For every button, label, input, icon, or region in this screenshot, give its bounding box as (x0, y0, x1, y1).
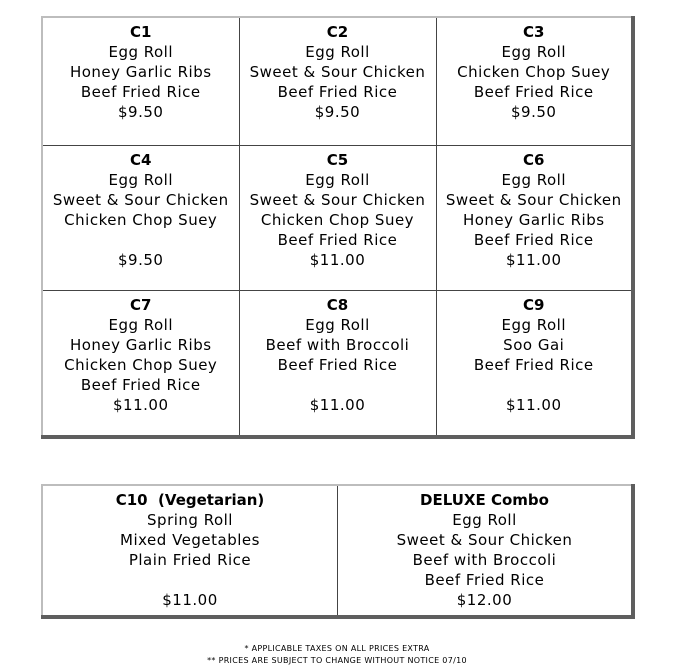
spacer (45, 230, 237, 250)
combo-item: Beef Fried Rice (277, 83, 398, 101)
combo-price: $9.50 (511, 103, 557, 121)
combo-row (42, 485, 633, 617)
combo-item: Egg Roll (501, 316, 567, 335)
combo-cell-c9 (436, 291, 633, 437)
spacer (439, 375, 630, 395)
combo-title: C7 (130, 296, 152, 315)
combo-item: Egg Roll (501, 170, 567, 189)
combo-cell-c8 (239, 291, 436, 437)
combo-item: Beef Fried Rice (473, 230, 594, 249)
combo-item: Egg Roll (452, 511, 517, 529)
combo-item: Chicken Chop Suey (260, 210, 415, 229)
combo-cell-c7 (42, 291, 239, 437)
combo-price: $11.00 (113, 396, 169, 415)
combo-title: C9 (523, 296, 545, 315)
combo-item: Beef Fried Rice (277, 356, 398, 375)
combo-item: Beef with Broccoli (265, 336, 410, 355)
combo-price: $12.00 (456, 591, 513, 609)
combo-cell-c2 (239, 17, 436, 145)
combo-row (42, 145, 633, 290)
combo-item: Honey Garlic Ribs (462, 210, 605, 229)
combo-title: DELUXE Combo (420, 491, 549, 509)
combo-item: Beef Fried Rice (473, 83, 594, 101)
combo-item: Egg Roll (305, 170, 370, 189)
combo-price: $9.50 (314, 103, 361, 121)
combo-item: Mixed Vegetables (120, 531, 260, 549)
combo-price: $11.00 (309, 250, 366, 269)
combo-item: Sweet & Sour Chicken (249, 190, 426, 209)
combo-item: Egg Roll (108, 316, 174, 335)
combo-cell-c6 (436, 145, 633, 290)
combo-item: Egg Roll (108, 170, 174, 189)
combo-menu-grid (41, 16, 635, 439)
combo-item: Honey Garlic Ribs (69, 63, 212, 81)
combo-item: Sweet & Sour Chicken (445, 190, 622, 209)
combo-title: C8 (326, 296, 349, 315)
combo-item: Chicken Chop Suey (457, 63, 611, 81)
combo-title: C1 (130, 23, 152, 41)
combo-price: $11.00 (506, 396, 562, 415)
combo-row (42, 291, 633, 437)
combo-item: Sweet & Sour Chicken (52, 190, 229, 209)
price-change-note: ** PRICES ARE SUBJECT TO CHANGE WITHOUT NOTICE 07/10 (207, 656, 467, 665)
combo-cell-deluxe (338, 485, 634, 617)
combo-cell-c4 (42, 145, 239, 290)
combo-title: C2 (326, 23, 349, 41)
combo-cell-c3 (436, 17, 633, 145)
combo-item: Egg Roll (305, 316, 370, 335)
combo-cell-c10-vegetarian (42, 485, 338, 617)
combo-cell-c1 (42, 17, 239, 145)
combo-item: Beef Fried Rice (80, 376, 201, 395)
combo-cell-c5 (239, 145, 436, 290)
spacer (242, 375, 434, 395)
spacer (45, 570, 335, 590)
combo-item: Sweet & Sour Chicken (396, 531, 573, 549)
combo-title: C4 (130, 150, 152, 169)
combo-price: $9.50 (118, 250, 164, 269)
footnotes (0, 643, 674, 667)
combo-title: C3 (523, 23, 545, 41)
combo-item: Beef Fried Rice (473, 356, 594, 375)
combo-price: $11.00 (309, 396, 366, 415)
combo-price: $11.00 (506, 250, 562, 269)
combo-price: $9.50 (118, 103, 164, 121)
combo-title: C5 (326, 150, 349, 169)
combo-item: Sweet & Sour Chicken (249, 63, 426, 81)
combo-item: Egg Roll (305, 43, 370, 61)
tax-note: * APPLICABLE TAXES ON ALL PRICES EXTRA (244, 644, 430, 653)
combo-item: Spring Roll (147, 511, 233, 529)
combo-item: Beef Fried Rice (80, 83, 201, 101)
combo-row (42, 17, 633, 145)
combo-title: C10 (Vegetarian) (115, 491, 265, 509)
combo-item: Honey Garlic Ribs (69, 336, 212, 355)
combo-item: Egg Roll (108, 43, 174, 61)
combo-item: Beef with Broccoli (412, 551, 557, 569)
combo-item: Beef Fried Rice (424, 571, 545, 589)
combo-item: Beef Fried Rice (277, 230, 398, 249)
combo-item: Soo Gai (503, 336, 565, 355)
combo-title: C6 (523, 150, 545, 169)
special-combo-grid (41, 484, 635, 619)
combo-item: Chicken Chop Suey (64, 356, 218, 375)
combo-item: Plain Fried Rice (128, 551, 252, 569)
combo-item: Chicken Chop Suey (64, 210, 218, 229)
combo-item: Egg Roll (501, 43, 567, 61)
combo-price: $11.00 (162, 591, 218, 609)
